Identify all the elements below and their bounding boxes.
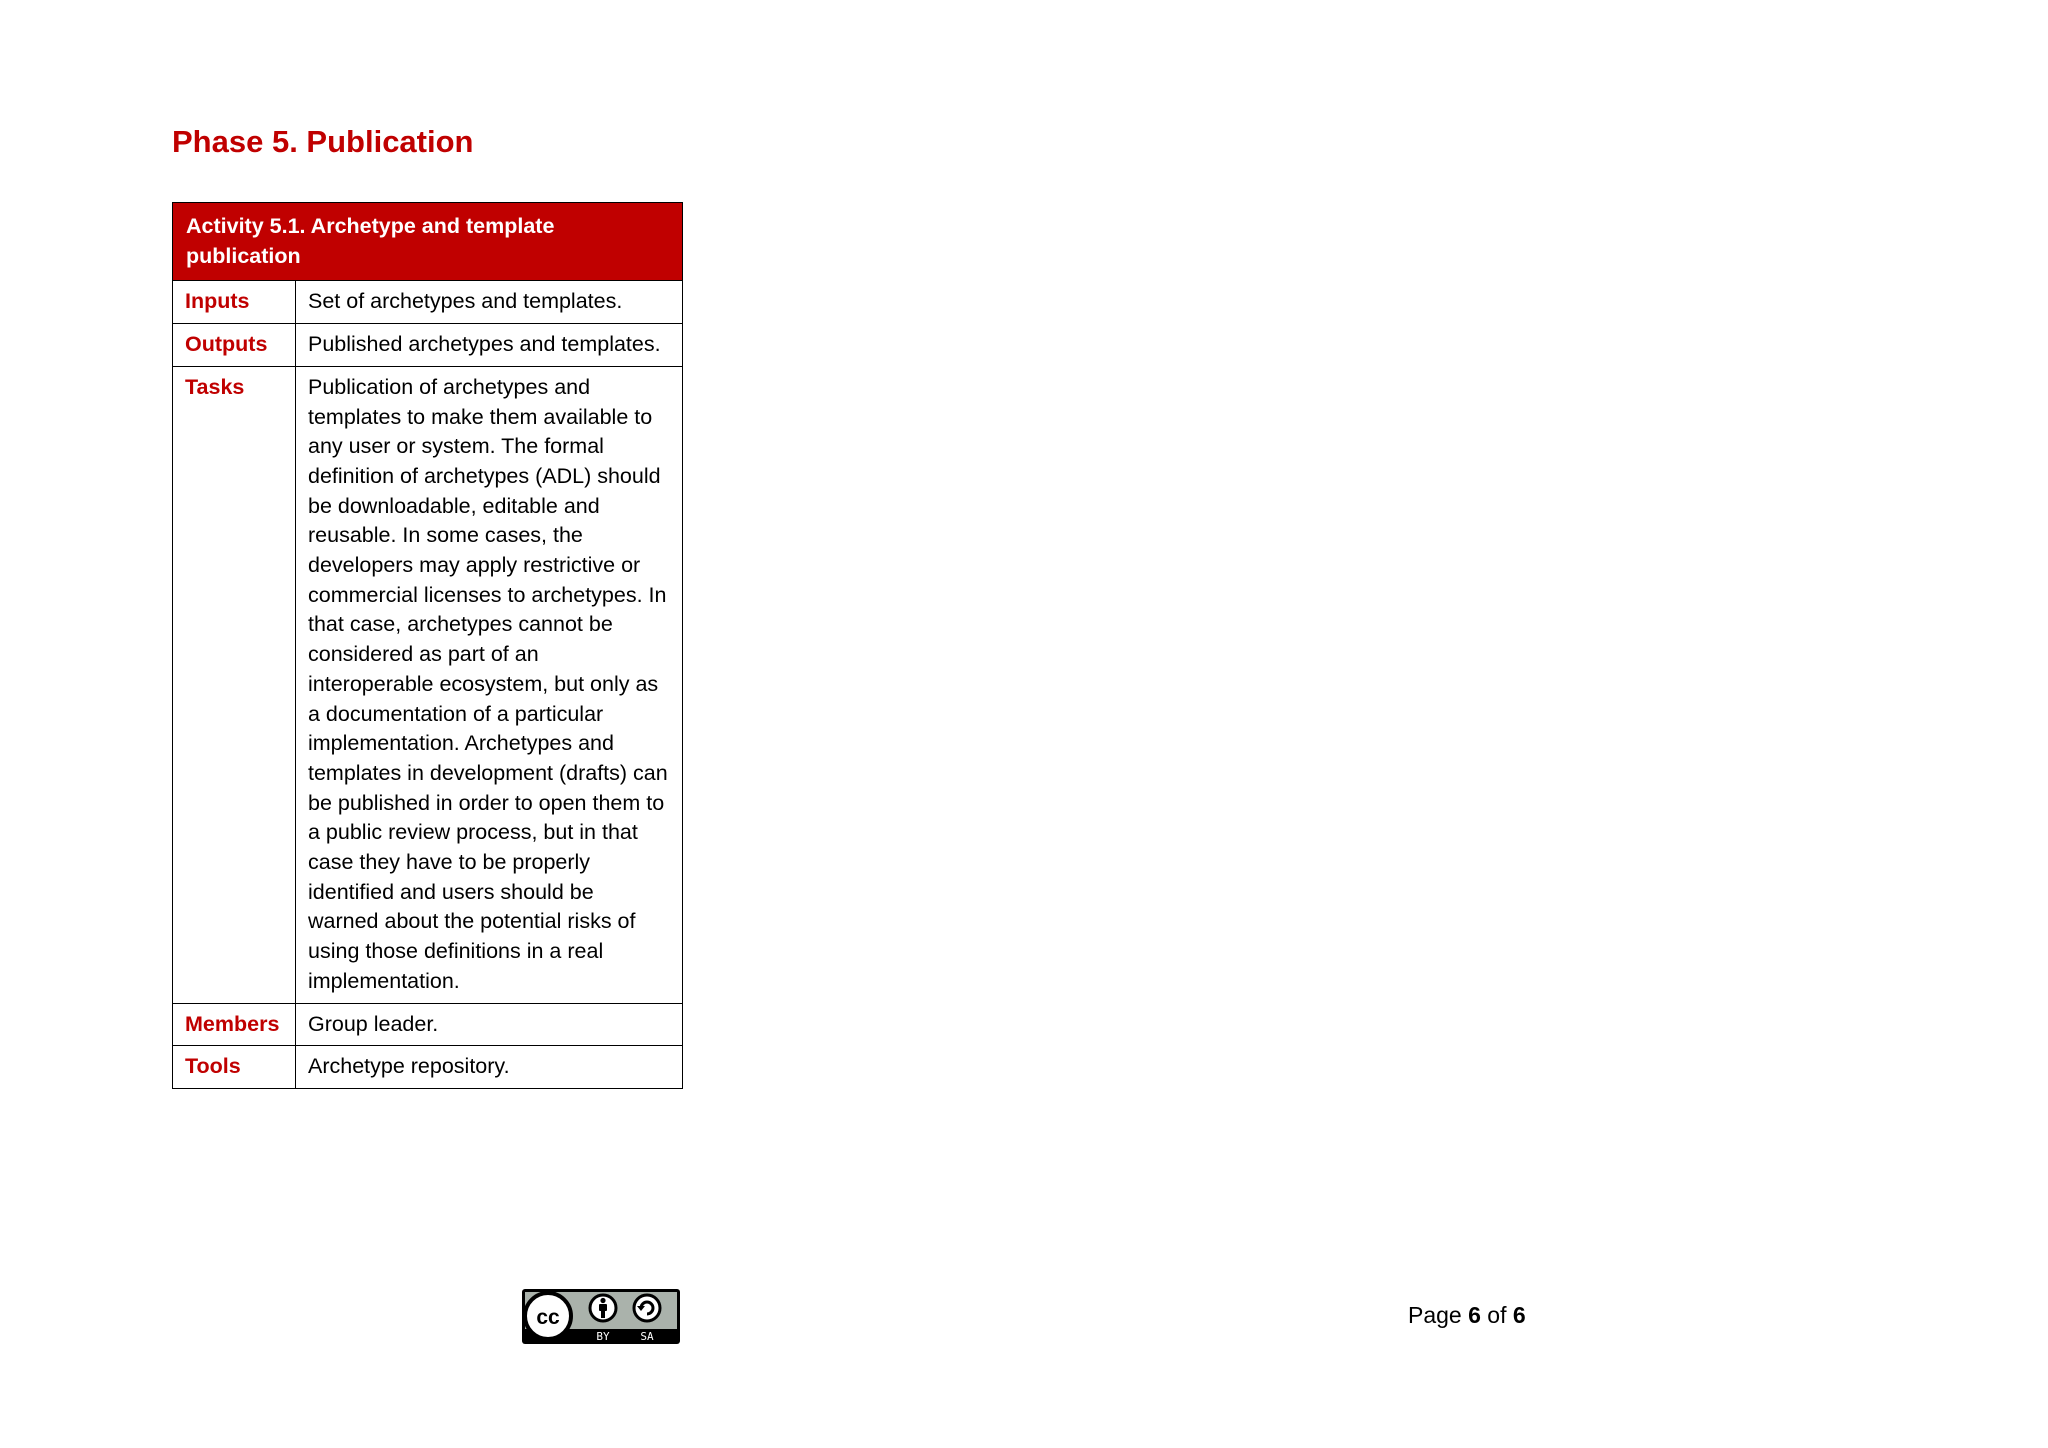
page-number	[1408, 1300, 1526, 1330]
sa-label: SA	[640, 1330, 654, 1343]
table-row	[173, 1046, 683, 1089]
activity-table	[172, 202, 683, 1089]
attribution-icon	[590, 1295, 616, 1321]
table-row	[173, 366, 683, 1003]
row-label-members: Members	[173, 1003, 296, 1046]
row-label-tools: Tools	[173, 1046, 296, 1089]
row-label-inputs: Inputs	[173, 281, 296, 324]
share-alike-icon	[634, 1295, 660, 1321]
row-label-tasks: Tasks	[173, 366, 296, 1003]
page-total: 6	[1512, 1302, 1526, 1328]
row-value-inputs: Set of archetypes and templates.	[296, 281, 683, 324]
activity-title: Activity 5.1. Archetype and template publication	[173, 203, 683, 281]
svg-text:cc: cc	[536, 1306, 560, 1329]
page-prefix: Page	[1408, 1302, 1462, 1328]
table-row	[173, 281, 683, 324]
cc-by-sa-icon	[521, 1288, 681, 1345]
table-row	[173, 324, 683, 367]
row-label-outputs: Outputs	[173, 324, 296, 367]
page-title: Phase 5. Publication	[172, 124, 474, 159]
page-of: of	[1487, 1302, 1507, 1328]
activity-header-row	[173, 203, 683, 281]
row-value-outputs: Published archetypes and templates.	[296, 324, 683, 367]
row-value-tasks: Publication of archetypes and templates to make them available to any user or system. The formal definition of archetypes (ADL) should be downloadable, editable and reusable. In some cases, the developers may apply restrictive or commercial licenses to archetypes. In that case, archetypes cannot be considered as part of an interoperable ecosystem, but only as a documentation of a particular implementation. Archetypes and templates in development (drafts) can be published in order to open them to a public review process, but in that case they have to be properly identified and users should be warned about the potential risks of using those definitions in a real implementation.	[296, 366, 683, 1003]
row-value-tools: Archetype repository.	[296, 1046, 683, 1089]
page-current: 6	[1468, 1302, 1481, 1328]
row-value-members: Group leader.	[296, 1003, 683, 1046]
by-label: BY	[596, 1330, 610, 1343]
table-row	[173, 1003, 683, 1046]
